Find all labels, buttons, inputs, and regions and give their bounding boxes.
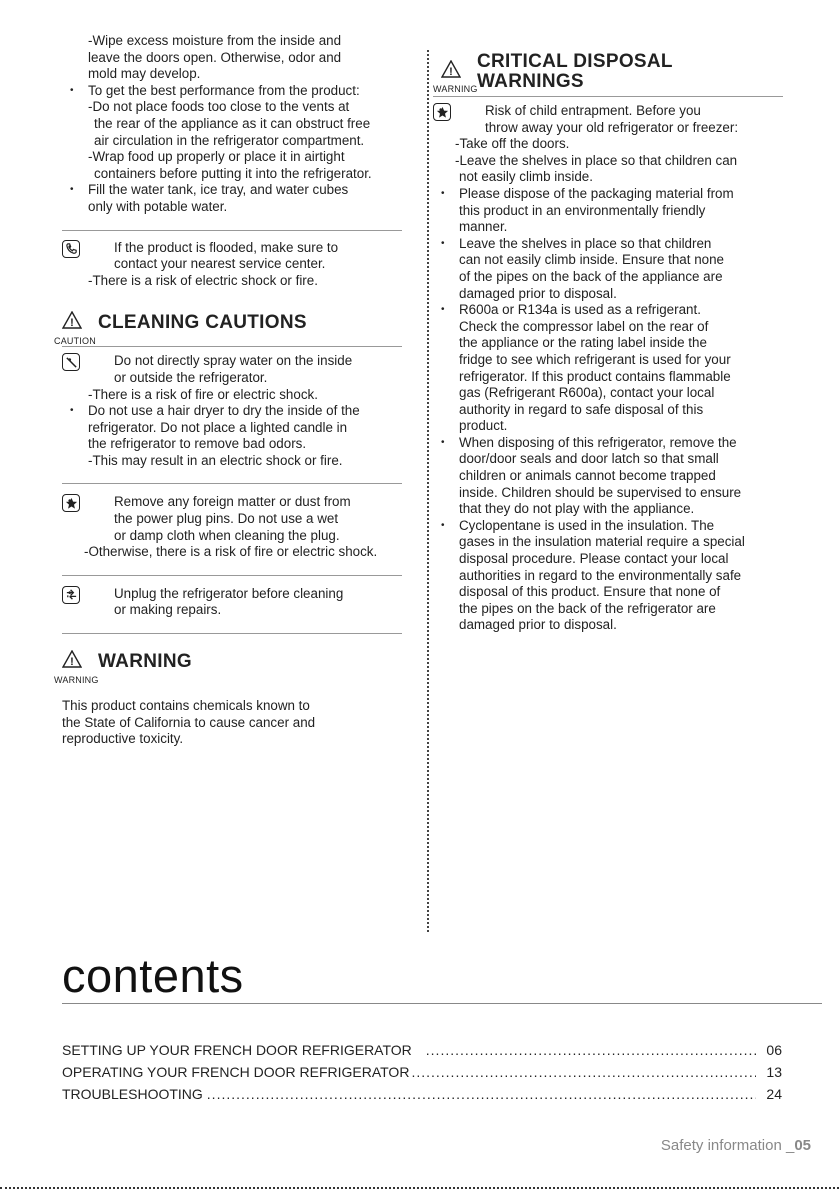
warning-triangle-icon [62,311,82,329]
child-entrapment-notice: • Risk of child entrapment. Before you throw away your old refrigerator or freezer: [433,103,783,136]
contents-rule [62,1003,822,1004]
hair-dryer-risk-text: -This may result in an electric shock or fire. [88,452,343,468]
flood-notice: • If the product is flooded, make sure to contact your nearest service center. [62,240,402,273]
page-footer [661,1137,811,1154]
column-divider [427,50,429,932]
warning-triangle-icon [62,650,82,668]
no-spray-notice: • Do not directly spray water on the inside or outside the refrigerator. [62,353,402,386]
right-column [433,51,783,634]
separator [62,633,402,634]
separator [62,346,402,347]
bottom-border [0,1187,839,1189]
intro-block: -Wipe excess moisture from the inside and leave the doors open. Otherwise, odor and mold may develop. [88,33,342,82]
bullet-cyclopentane: • Cyclopentane is used in the insulation. The gases in the insulation material require a special disposal procedure. Please contact your local authorities in regard to the environmentally safe disposal of this product. Ensure that none of the pipes on the back of the refrigerator are damaged prior to disposal. [433,518,783,634]
bullet-potable-water: • Fill the water tank, ice tray, and water cubes only with potable water. [62,182,402,215]
warning-triangle-icon [441,60,461,78]
footer-page-number: 05 [794,1137,811,1154]
svg-text:!: ! [70,317,74,330]
bullet-shelves: • Leave the shelves in place so that children can not easily climb inside. Ensure that none of the pipes on the back of the appliance are damaged prior to disposal. [433,236,783,302]
bullet-hair-dryer: • Do not use a hair dryer to dry the inside of the refrigerator. Do not place a lighted candle in the refrigerator to remove bad odors. [62,403,402,453]
performance-subpoints: -Do not place foods too close to the vents at the rear of the appliance as it can obstruct free air circulation in the refrigerator compartment. -Wrap food up properly or place it in airtight containers before putting it into the refrigerator. [88,99,372,181]
critical-disposal-heading: ! WARNING CRITICAL DISPOSAL WARNINGS [433,51,673,94]
unplug-notice: • Unplug the refrigerator before cleaning or making repairs. [62,586,402,619]
separator [62,230,402,231]
warning-heading: ! WARNING WARNING [54,651,192,686]
spray-risk-text: -There is a risk of fire or electric shock. [88,386,318,402]
separator [62,575,402,576]
toc-item-setting-up[interactable]: SETTING UP YOUR FRENCH DOOR REFRIGERATOR ..... 06 [62,1042,782,1058]
svg-text:!: ! [449,66,453,78]
bullet-door-seals: • When disposing of this refrigerator, remove the door/door seals and door latch so that small children or animals cannot become trapped inside. Children should be supervised to ensure that they do not play with the appliance. [433,435,783,518]
plug-cleaning-notice: • Remove any foreign matter or dust from the power plug pins. Do not use a wet or damp cloth when cleaning the plug. [62,494,402,544]
entrapment-steps: -Take off the doors. -Leave the shelves in place so that children can not easily climb inside. [455,136,738,185]
toc-item-operating[interactable]: OPERATING YOUR FRENCH DOOR REFRIGERATOR ..... 13 [62,1064,782,1080]
toc-item-troubleshooting[interactable]: TROUBLESHOOTING ..... 24 [62,1086,782,1102]
footer-section: Safety information _ [660,1137,795,1154]
cleaning-cautions-heading: ! CAUTION CLEANING CAUTIONS [54,312,307,347]
svg-text:!: ! [70,656,74,669]
contents-title: contents [62,949,244,1002]
bullet-packaging: • Please dispose of the packaging material from this product in an environmentally friendly manner. [433,186,783,236]
separator [62,483,402,484]
california-warning-text: This product contains chemicals known to the State of California to cause cancer and reproductive toxicity. [62,698,316,747]
bullet-best-performance: • To get the best performance from the product: [62,83,402,100]
plug-risk-text: -Otherwise, there is a risk of fire or electric shock. [84,544,378,560]
left-column [54,33,402,748]
flood-risk-text: -There is a risk of electric shock or fire. [88,272,318,288]
bullet-refrigerant: • R600a or R134a is used as a refrigerant. Check the compressor label on the rear of the appliance or the rating label inside the fridge to see which refrigerant is used for your refrigerator. If this product contains flammable gas (Refrigerant R600a), contact your local authority in regard to safe disposal of this product. [433,302,783,435]
separator [433,96,783,97]
